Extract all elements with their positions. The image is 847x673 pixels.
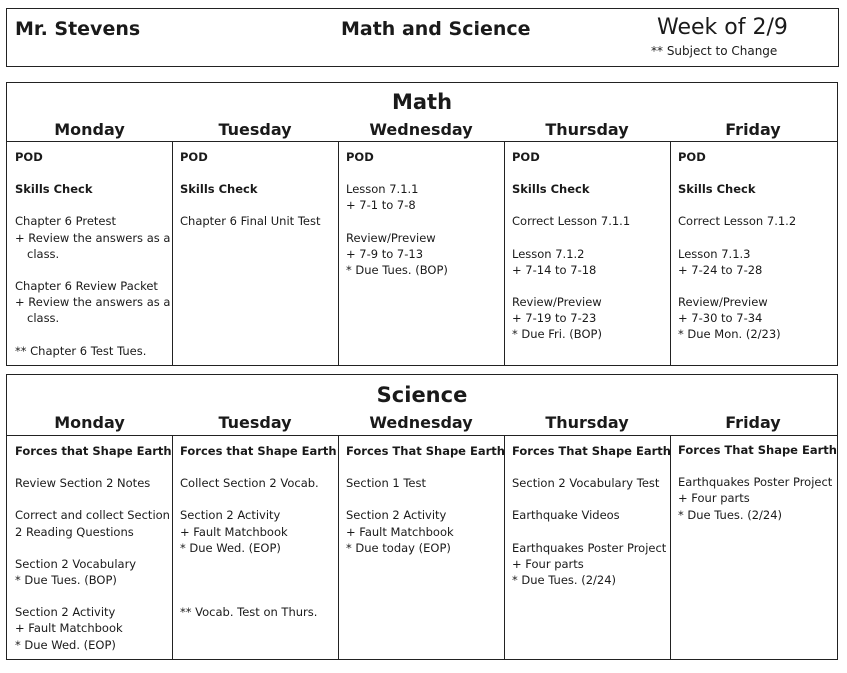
math-header-divider (7, 141, 837, 142)
science-table (6, 374, 838, 660)
entry-line: Section 2 Activity (15, 605, 116, 620)
entry-line: Correct Lesson 7.1.2 (678, 214, 797, 229)
entry-line: + Review the answers as a (15, 230, 171, 245)
entry-line: ** Vocab. Test on Thurs. (180, 605, 318, 620)
entry-line: * Due Tues. (2/24) (678, 507, 783, 522)
entry-line: Review/Preview (512, 295, 602, 310)
unit-heading: Forces That Shape Earth (678, 443, 837, 457)
entry-line: Lesson 7.1.2 (512, 246, 585, 261)
entry-line: Chapter 6 Review Packet (15, 279, 158, 294)
entry-line: + Four parts (678, 491, 750, 506)
entry-line: Review Section 2 Notes (15, 476, 151, 491)
entry-line: Lesson 7.1.3 (678, 246, 751, 261)
skills-check-label: Skills Check (678, 182, 756, 197)
pod-label: POD (180, 150, 208, 164)
entry-line: Chapter 6 Final Unit Test (180, 214, 321, 229)
math-monday-cell (15, 149, 170, 359)
science-thursday-cell (512, 443, 671, 588)
science-day-tuesday: Tuesday (218, 413, 292, 432)
math-thursday-cell (512, 149, 630, 343)
entry-line: Chapter 6 Pretest (15, 214, 116, 229)
science-day-monday: Monday (54, 413, 125, 432)
entry-line: * Due Tues. (BOP) (15, 573, 117, 588)
entry-line: 2 Reading Questions (15, 524, 134, 539)
entry-line: Section 2 Vocabulary (15, 556, 137, 571)
entry-line: + 7-30 to 7-34 (678, 311, 763, 326)
math-day-friday: Friday (725, 120, 781, 139)
entry-line: * Due Mon. (2/23) (678, 327, 781, 342)
entry-line: + 7-24 to 7-28 (678, 262, 763, 277)
science-day-friday: Friday (725, 413, 781, 432)
entry-line: * Due today (EOP) (346, 540, 451, 555)
teacher-name: Mr. Stevens (15, 18, 141, 40)
math-col-divider (504, 141, 505, 365)
entry-line: Earthquake Videos (512, 508, 620, 523)
entry-line: Review/Preview (346, 230, 436, 245)
math-day-monday: Monday (54, 120, 125, 139)
entry-line: Lesson 7.1.1 (346, 182, 419, 197)
math-friday-cell (678, 149, 796, 343)
science-col-divider (338, 435, 339, 659)
science-friday-cell (678, 442, 837, 523)
unit-heading: Forces that Shape Earth (180, 444, 337, 458)
math-title: Math (391, 90, 453, 114)
pod-label: POD (15, 150, 43, 164)
entry-line: + Four parts (512, 556, 584, 571)
entry-line: class. (27, 246, 60, 261)
page-title: Math and Science (341, 18, 531, 40)
math-table (6, 82, 838, 366)
entry-line: Section 2 Activity (180, 508, 281, 523)
science-tuesday-cell (180, 443, 337, 620)
math-col-divider (172, 141, 173, 365)
math-day-tuesday: Tuesday (218, 120, 292, 139)
entry-line: + Review the answers as a (15, 295, 171, 310)
science-wednesday-cell (346, 443, 505, 556)
entry-line: + 7-9 to 7-13 (346, 246, 424, 261)
entry-line: + Fault Matchbook (180, 524, 288, 539)
math-day-thursday: Thursday (545, 120, 629, 139)
pod-label: POD (346, 150, 374, 164)
header-box (6, 8, 839, 67)
entry-line: ** Chapter 6 Test Tues. (15, 343, 147, 358)
science-title: Science (376, 383, 468, 407)
entry-line: class. (27, 311, 60, 326)
math-col-divider (670, 141, 671, 365)
subject-to-change-note: ** Subject to Change (651, 44, 778, 58)
science-header-divider (7, 435, 837, 436)
entry-line: + Fault Matchbook (15, 621, 123, 636)
week-label: Week of 2/9 (657, 15, 788, 40)
pod-label: POD (512, 150, 540, 164)
entry-line: Earthquakes Poster Project (678, 475, 833, 490)
entry-line: + 7-1 to 7-8 (346, 198, 416, 213)
entry-line: + 7-19 to 7-23 (512, 311, 597, 326)
entry-line: Section 2 Vocabulary Test (512, 476, 660, 491)
pod-label: POD (678, 150, 706, 164)
entry-line: * Due Tues. (BOP) (346, 263, 448, 278)
entry-line: * Due Wed. (EOP) (15, 637, 116, 652)
math-day-wednesday: Wednesday (369, 120, 473, 139)
math-wednesday-cell (346, 149, 448, 278)
science-monday-cell (15, 443, 172, 653)
entry-line: Review/Preview (678, 295, 768, 310)
entry-line: * Due Fri. (BOP) (512, 327, 602, 342)
skills-check-label: Skills Check (15, 182, 93, 197)
entry-line: Collect Section 2 Vocab. (180, 476, 319, 491)
entry-line: * Due Tues. (2/24) (512, 573, 617, 588)
unit-heading: Forces That Shape Earth (346, 444, 505, 458)
science-day-thursday: Thursday (545, 413, 629, 432)
entry-line: Section 1 Test (346, 476, 427, 491)
unit-heading: Forces That Shape Earth (512, 444, 671, 458)
entry-line: Correct Lesson 7.1.1 (512, 214, 631, 229)
entry-line: Earthquakes Poster Project (512, 540, 667, 555)
math-col-divider (338, 141, 339, 365)
entry-line: * Due Wed. (EOP) (180, 540, 281, 555)
entry-line: Correct and collect Section (15, 508, 170, 523)
math-tuesday-cell (180, 149, 320, 230)
entry-line: + Fault Matchbook (346, 524, 454, 539)
skills-check-label: Skills Check (512, 182, 590, 197)
science-day-wednesday: Wednesday (369, 413, 473, 432)
skills-check-label: Skills Check (180, 182, 258, 197)
science-col-divider (172, 435, 173, 659)
entry-line: + 7-14 to 7-18 (512, 262, 597, 277)
entry-line: Section 2 Activity (346, 508, 447, 523)
unit-heading: Forces that Shape Earth (15, 444, 172, 458)
